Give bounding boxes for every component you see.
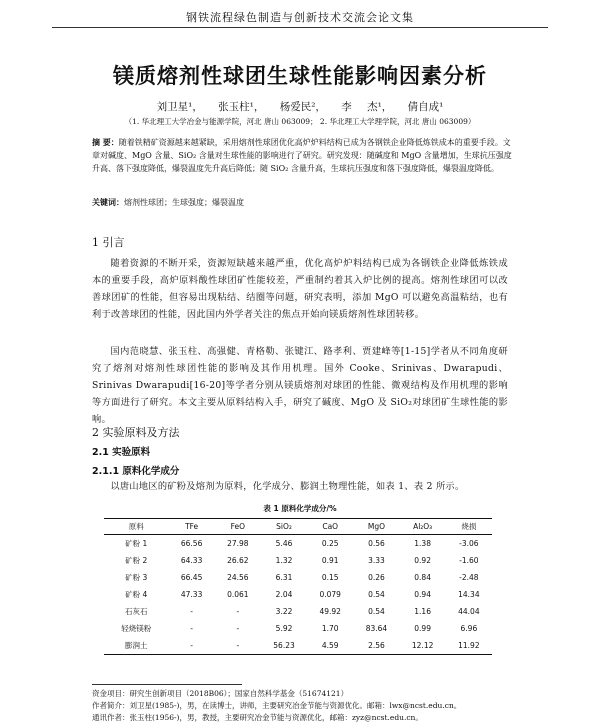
table-cell: -1.60 bbox=[459, 556, 479, 565]
table-cell: 0.84 bbox=[414, 573, 431, 582]
running-header: 钢铁流程绿色制造与创新技术交流会论文集 bbox=[186, 11, 414, 24]
table-cell: 膨润土 bbox=[104, 637, 169, 655]
table-cell: 0.54 bbox=[368, 590, 385, 599]
authors: 刘卫星¹， 张玉柱¹， 杨爱民²， 李 杰¹， 倩自成¹ bbox=[156, 101, 444, 113]
section-1-paragraph-2: 国内范晓慧、张玉柱、高强健、青格勒、张键江、路孝利、贾建峰等[1-15]学者从不同角度研究了熔剂对熔剂性球团性能的影响及其作用机理。国外 Cooke、Srinivas、Dwarapudi、Srinivas Dwarapudi[16-20]等学者分别从镁质熔剂对球团的性能、微观结构及作用机理的影响等方面进行了研究。本文主要从原料结构入手，研究了碱度、MgO 及 SiO₂对球团矿生球性能的影响。 bbox=[92, 346, 508, 425]
table-cell: 2.04 bbox=[275, 590, 293, 599]
keywords-text: 熔剂性球团；生球强度；爆裂温度 bbox=[124, 198, 244, 207]
table-header-cell: 烧损 bbox=[446, 519, 492, 535]
abstract-text: 随着铁精矿资源越来越紧缺，采用熔剂性球团优化高炉炉料结构已成为各钢铁企业降低炼铁成本的重要手段。文章对碱度、MgO 含量、SiO₂ 含量对生球性能的影响进行了研究。研究发现：随碱度和 MgO 含量增加，生球抗压强度升高、落下强度降低，爆裂温度先升高后降低；随 SiO₂ 含量升高，生球抗压强度和落下强度降低，爆裂温度降低。 bbox=[92, 138, 512, 173]
table-cell: -3.06 bbox=[459, 539, 479, 548]
table-cell: 2.56 bbox=[353, 637, 399, 655]
subsection-2-1-1-heading: 2.1.1 原料化学成分 bbox=[92, 466, 180, 477]
table-cell: 3.33 bbox=[368, 556, 385, 565]
table-cell: 0.079 bbox=[319, 590, 341, 599]
footnote-corresponding: 通讯作者：张玉柱(1956-)，男，教授，主要研究冶金节能与资源优化，邮箱：zyz@ncst.edu.cn。 bbox=[92, 713, 423, 722]
table-row bbox=[104, 552, 492, 569]
table-cell: 5.92 bbox=[275, 624, 293, 633]
table-cell: 矿粉 4 bbox=[125, 590, 148, 599]
table-cell: 83.64 bbox=[365, 624, 388, 633]
table-cell: 44.04 bbox=[458, 607, 480, 616]
table-header-cell: CaO bbox=[307, 519, 353, 535]
table-header-cell: TFe bbox=[169, 519, 215, 535]
table-cell: 1.38 bbox=[414, 539, 431, 548]
table-cell: 56.23 bbox=[261, 637, 307, 655]
table-cell: 0.56 bbox=[368, 539, 385, 548]
table-cell: 0.91 bbox=[321, 556, 339, 565]
table-cell: 0.92 bbox=[414, 556, 431, 565]
affiliations: （1. 华北理工大学冶金与能源学院，河北 唐山 063009； 2. 华北理工大学理学院，河北 唐山 063009） bbox=[124, 117, 476, 126]
table-1 bbox=[104, 518, 492, 655]
table-cell: 1.70 bbox=[321, 624, 339, 633]
section-1-paragraph-1: 随着资源的不断开采，资源短缺越来越严重，优化高炉炉料结构已成为各钢铁企业降低炼铁成本的重要手段，高炉原料酸性球团矿性能较差，严重制约着其入炉比例的提高。熔剂性球团可以改善球团矿的性能，但容易出现粘结、结圈等问题，研究表明，添加 MgO 可以避免高温粘结，也有利于改善球团的性能，因此国内外学者关注的焦点开始向镁质熔剂性球团转移。 bbox=[92, 258, 508, 320]
table-row bbox=[104, 586, 492, 603]
table-cell: 5.46 bbox=[275, 539, 293, 548]
table-cell: -2.48 bbox=[459, 573, 479, 582]
table-header-row bbox=[104, 519, 492, 535]
table-row bbox=[104, 535, 492, 553]
table-cell: 66.56 bbox=[180, 539, 203, 548]
table-cell: 6.31 bbox=[275, 573, 293, 582]
table-cell: 4.59 bbox=[307, 637, 353, 655]
table-cell: 3.22 bbox=[275, 607, 293, 616]
table-cell: - bbox=[236, 624, 240, 633]
table-cell: 47.33 bbox=[180, 590, 203, 599]
table-row bbox=[104, 637, 492, 655]
table-cell: 0.25 bbox=[321, 539, 339, 548]
table-header-cell: MgO bbox=[353, 519, 399, 535]
table-header-cell: Al₂O₃ bbox=[400, 519, 446, 535]
table-cell: 矿粉 3 bbox=[125, 573, 148, 582]
table-cell: - bbox=[169, 637, 215, 655]
table-cell: 64.33 bbox=[180, 556, 203, 565]
table-cell: 6.96 bbox=[460, 624, 478, 633]
section-2-paragraph-1: 以唐山地区的矿粉及熔剂为原料，化学成分、膨润土物理性能，如表 1、表 2 所示。 bbox=[110, 481, 465, 492]
table-cell: - bbox=[215, 637, 261, 655]
table-cell: 0.26 bbox=[368, 573, 385, 582]
table-cell: 1.32 bbox=[275, 556, 293, 565]
table-cell: 24.56 bbox=[227, 573, 249, 582]
footnote-author: 作者简介：刘卫星(1985-)，男，在读博士，讲师，主要研究冶金节能与资源优化。邮箱：lwx@ncst.edu.cn。 bbox=[92, 701, 462, 710]
table-cell: 49.92 bbox=[319, 607, 341, 616]
table-header-cell: 原料 bbox=[104, 519, 169, 535]
table-cell: 轻烧镁粉 bbox=[121, 624, 152, 633]
keywords-label: 关键词： bbox=[92, 198, 124, 207]
table-cell: 矿粉 2 bbox=[125, 556, 148, 565]
table-header-cell: SiO₂ bbox=[261, 519, 307, 535]
table-row bbox=[104, 569, 492, 586]
table-row bbox=[104, 603, 492, 620]
section-2-heading: 2 实验原料及方法 bbox=[92, 426, 180, 439]
paper-title: 镁质熔剂性球团生球性能影响因素分析 bbox=[113, 64, 487, 88]
table-cell: 0.94 bbox=[414, 590, 431, 599]
table-cell: 14.34 bbox=[458, 590, 480, 599]
table-cell: 27.98 bbox=[227, 539, 249, 548]
table-cell: 0.15 bbox=[321, 573, 339, 582]
table-cell: 石灰石 bbox=[125, 607, 148, 616]
table-cell: - bbox=[236, 607, 240, 616]
table-cell: 0.54 bbox=[368, 607, 385, 616]
header-divider bbox=[52, 27, 548, 28]
table-cell: - bbox=[190, 607, 193, 616]
abstract-label: 摘 要： bbox=[92, 138, 119, 147]
table-header-cell: FeO bbox=[215, 519, 261, 535]
table-cell: 0.99 bbox=[414, 624, 431, 633]
table-cell: 11.92 bbox=[446, 637, 492, 655]
table-cell: 矿粉 1 bbox=[125, 539, 148, 548]
footnote-divider bbox=[92, 684, 242, 685]
table-body bbox=[104, 535, 492, 655]
table-cell: 12.12 bbox=[400, 637, 446, 655]
table-cell: 66.45 bbox=[180, 573, 203, 582]
footnote-funding: 资金项目：研究生创新项目（2018B06）；国家自然科学基金（51674121） bbox=[92, 689, 349, 698]
table-cell: 0.061 bbox=[227, 590, 249, 599]
table-row bbox=[104, 620, 492, 637]
table-1-caption: 表 1 原料化学成分/% bbox=[263, 504, 337, 513]
abstract bbox=[92, 136, 512, 175]
subsection-2-1-heading: 2.1 实验原料 bbox=[92, 447, 151, 458]
keywords bbox=[92, 197, 512, 208]
table-cell: - bbox=[190, 624, 193, 633]
table-cell: 1.16 bbox=[414, 607, 431, 616]
section-1-heading: 1 引言 bbox=[92, 236, 125, 249]
table-cell: 26.62 bbox=[227, 556, 249, 565]
